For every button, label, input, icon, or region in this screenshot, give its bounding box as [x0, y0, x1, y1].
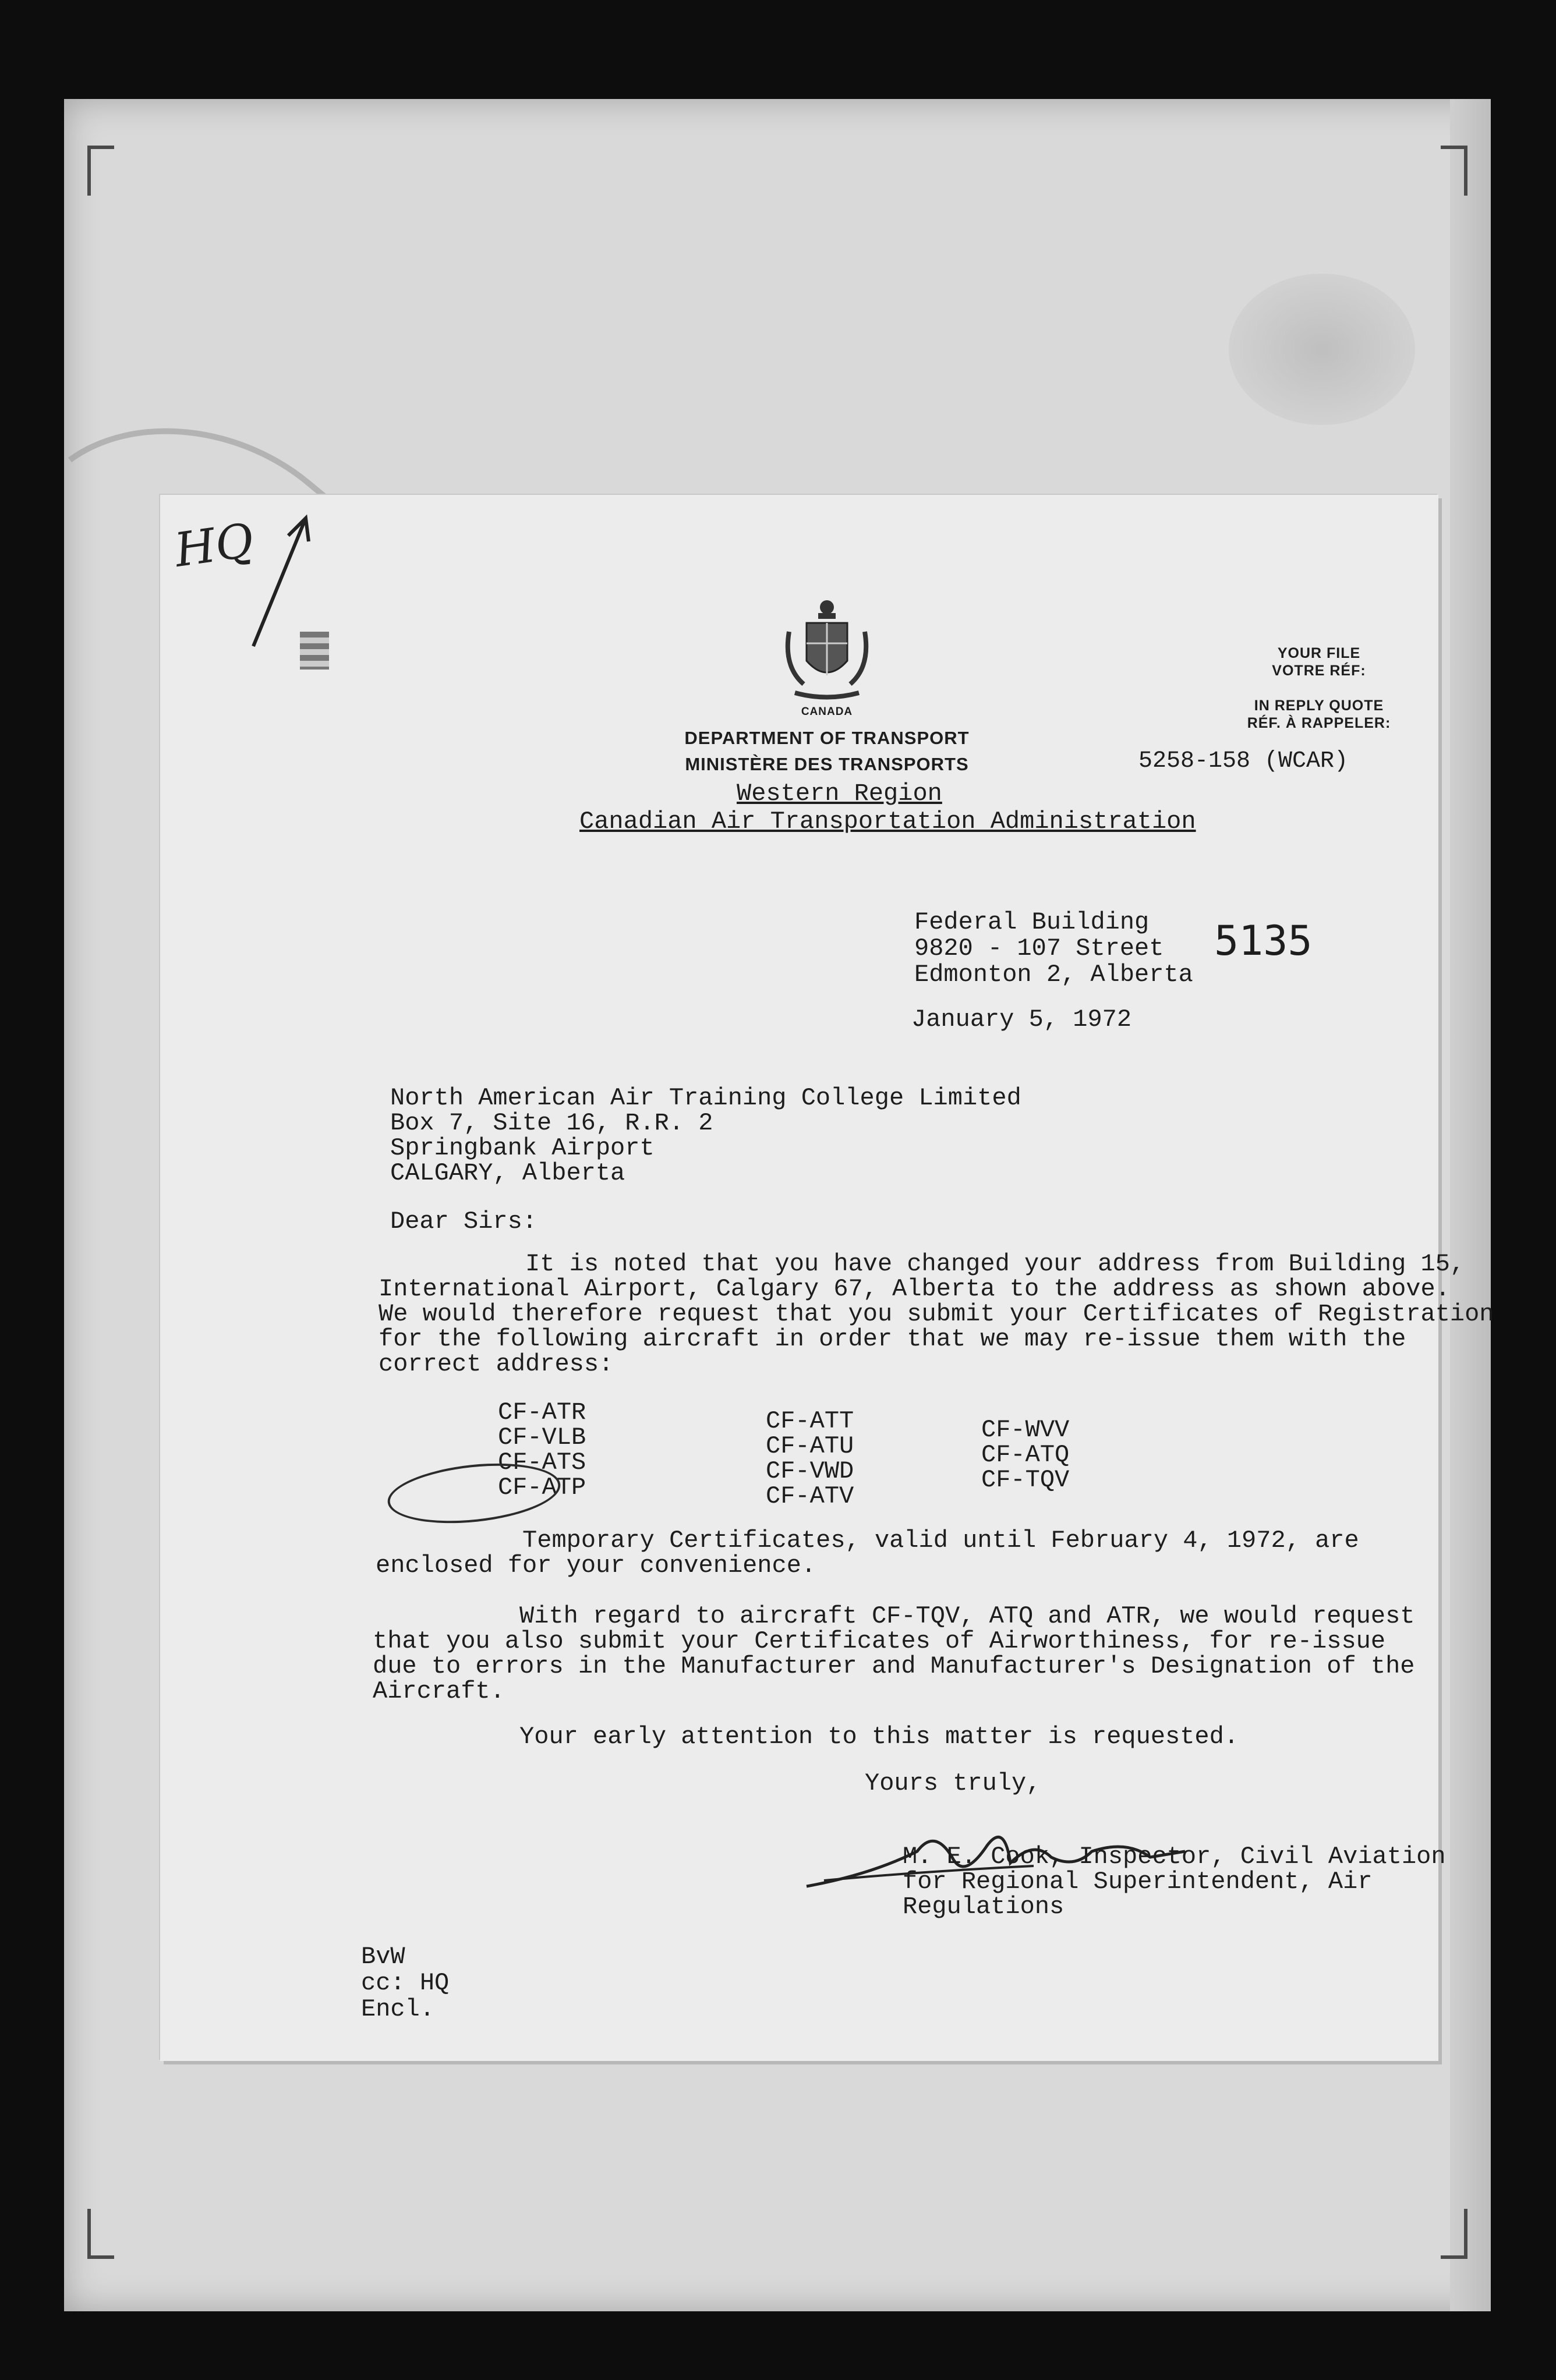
- signature-line: Regulations: [903, 1893, 1065, 1921]
- aircraft-registration: CF-ATV: [766, 1482, 854, 1510]
- body-line: It is noted that you have changed your address from Building 15,: [379, 1250, 1465, 1278]
- body-line: Your early attention to this matter is requested.: [373, 1723, 1239, 1751]
- aircraft-registration: CF-ATT: [766, 1407, 854, 1435]
- aircraft-registration: CF-TQV: [981, 1466, 1070, 1494]
- body-line: Aircraft.: [373, 1677, 505, 1705]
- corner-mark-top-right: [1441, 146, 1467, 196]
- body-line: International Airport, Calgary 67, Alberta to the address as shown above.: [379, 1275, 1450, 1303]
- letter-page: [160, 495, 1494, 2061]
- aircraft-registration: CF-ATP: [498, 1474, 586, 1501]
- body-line: due to errors in the Manufacturer and Manufacturer's Designation of the: [373, 1652, 1415, 1680]
- signature-line: for Regional Superintendent, Air: [903, 1868, 1373, 1896]
- aircraft-registration: CF-WVV: [981, 1416, 1070, 1444]
- department-name-en: DEPARTMENT OF TRANSPORT: [684, 728, 970, 748]
- recipient-line: Box 7, Site 16, R.R. 2: [390, 1109, 713, 1137]
- corner-mark-bottom-left: [87, 2209, 114, 2259]
- administration-name: Canadian Air Transportation Administration: [579, 808, 1196, 835]
- reply-reference-number: 5258-158 (WCAR): [1138, 748, 1349, 774]
- aircraft-registration: CF-VWD: [766, 1457, 854, 1485]
- ref-rappeler-label: RÉF. À RAPPELER:: [1247, 715, 1391, 731]
- recipient-line: North American Air Training College Limited: [390, 1084, 1021, 1112]
- corner-mark-top-left: [87, 146, 114, 196]
- department-name-fr: MINISTÈRE DES TRANSPORTS: [685, 754, 969, 774]
- recipient-line: Springbank Airport: [390, 1134, 655, 1162]
- recipient-line: CALGARY, Alberta: [390, 1159, 625, 1187]
- letter-date: January 5, 1972: [911, 1005, 1132, 1033]
- closing: Yours truly,: [865, 1769, 1041, 1797]
- body-line: enclosed for your convenience.: [376, 1552, 816, 1579]
- handwritten-annotation: HQ: [171, 513, 257, 578]
- body-line: Temporary Certificates, valid until February 4, 1972, are: [376, 1527, 1359, 1554]
- aircraft-registration: CF-ATR: [498, 1398, 586, 1426]
- your-file-label: YOUR FILE: [1277, 645, 1361, 661]
- cc-line: cc: HQ: [361, 1969, 450, 1997]
- aircraft-registration: CF-VLB: [498, 1423, 586, 1451]
- aircraft-registration: CF-ATQ: [981, 1441, 1070, 1469]
- enclosure-note: Encl.: [361, 1995, 435, 2023]
- stain-mark: [1229, 274, 1415, 425]
- clip-mark: [300, 632, 329, 670]
- body-line: that you also submit your Certificates of Airworthiness, for re-issue: [373, 1627, 1386, 1655]
- body-line: correct address:: [379, 1350, 614, 1378]
- circled-aircraft-mark: [385, 1456, 564, 1531]
- sender-address-line: Federal Building: [914, 908, 1150, 936]
- salutation: Dear Sirs:: [390, 1207, 537, 1235]
- canada-coat-of-arms-icon: [783, 597, 871, 702]
- mount-edge: [1450, 99, 1491, 2311]
- body-line: We would therefore request that you submit your Certificates of Registration: [379, 1300, 1494, 1328]
- corner-mark-bottom-right: [1441, 2209, 1467, 2259]
- signature-line: M. E. Cook, Inspector, Civil Aviation: [903, 1843, 1446, 1871]
- aircraft-registration: CF-ATS: [498, 1448, 586, 1476]
- typist-initials: BvW: [361, 1943, 405, 1971]
- country-label: CANADA: [801, 706, 853, 718]
- body-line: for the following aircraft in order that we may re-issue them with the: [379, 1325, 1406, 1353]
- region-name: Western Region: [737, 780, 942, 808]
- sender-address-line: Edmonton 2, Alberta: [914, 961, 1193, 989]
- reply-quote-label: IN REPLY QUOTE: [1254, 697, 1384, 714]
- aircraft-registration: CF-ATU: [766, 1432, 854, 1460]
- stamp-number: 5135: [1214, 917, 1313, 965]
- body-line: With regard to aircraft CF-TQV, ATQ and ATR, we would request: [373, 1602, 1415, 1630]
- votre-ref-label: VOTRE RÉF:: [1272, 663, 1366, 679]
- arrow-icon: [247, 507, 317, 652]
- sender-address-line: 9820 - 107 Street: [914, 934, 1164, 962]
